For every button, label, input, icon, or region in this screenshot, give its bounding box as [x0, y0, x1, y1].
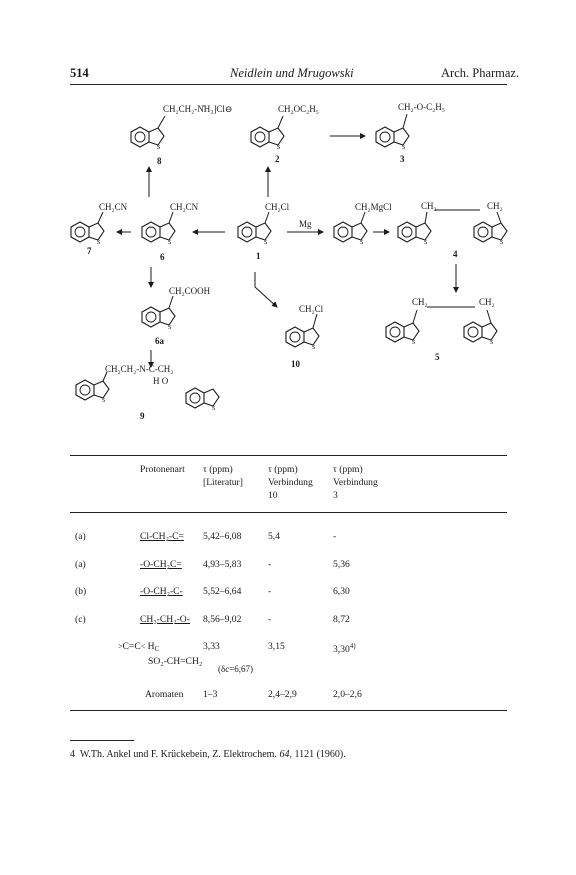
label-6a: 6a — [155, 336, 164, 346]
structure-6a — [142, 307, 175, 331]
table-header-rule — [70, 512, 507, 513]
structure-9b — [186, 388, 219, 412]
structure-3 — [376, 127, 409, 151]
header-v10-line3: 10 — [268, 490, 278, 501]
reaction-scheme — [55, 92, 525, 437]
sub-2: CH₂OC₂H₅ — [278, 104, 319, 114]
label-5: 5 — [435, 352, 440, 362]
header-v3-line2: Verbindung — [333, 477, 378, 488]
row-4-v10: - — [268, 614, 272, 625]
row-1-lit: 5,42–6,08 — [203, 531, 242, 542]
label-1: 1 — [256, 251, 261, 261]
row-3-label: (b) — [75, 586, 87, 597]
row-1-group: Cl-CH₂-C= — [140, 531, 184, 542]
aromaten-lit: 1–3 — [203, 689, 218, 700]
journal-name: Arch. Pharmaz. — [441, 66, 520, 80]
page-number: 514 — [70, 66, 89, 80]
structure-grignard — [334, 222, 367, 246]
sub-4-right: CH₂ — [487, 201, 503, 211]
row-1-label: (a) — [75, 531, 86, 542]
sub-9b: H O — [153, 376, 169, 386]
label-10: 10 — [291, 359, 300, 369]
label-7: 7 — [87, 246, 92, 256]
header-rule — [70, 84, 507, 85]
row-2-group: -O-CH₂C= — [140, 559, 182, 570]
header-literatur-line2: [Literatur] — [203, 477, 243, 488]
label-2: 2 — [275, 154, 280, 164]
label-3: 3 — [400, 154, 405, 164]
aromaten-v10: 2,4–2,9 — [268, 689, 297, 700]
row-3-v10: - — [268, 586, 272, 597]
structure-7 — [71, 222, 104, 246]
row-4-lit: 8,56–9,02 — [203, 614, 242, 625]
sub-9: CH₂CH₂-N-C-CH₂ — [105, 364, 174, 374]
row-4-v3: 8,72 — [333, 614, 350, 625]
vinyl-v10: 3,15 — [268, 641, 285, 652]
footnote-text: W.Th. Ankel und F. Krückebein, Z. Elektrochem. — [79, 749, 277, 760]
table-bottom-rule — [70, 710, 507, 711]
header-verbindung-3 — [333, 463, 378, 502]
vinyl-v3-value: 3,30 — [333, 644, 350, 655]
sub-1: CH₂Cl — [265, 202, 290, 212]
row-2-lit: 4,93–5,83 — [203, 559, 242, 570]
structure-8 — [131, 127, 164, 151]
row-3-group: -O-CH₂-C- — [140, 586, 183, 597]
sub-7: CH₂CN — [99, 202, 128, 212]
vinyl-cc: C=C — [122, 641, 141, 652]
vinyl-group-top: $>C=C< H_C$ — [118, 641, 160, 653]
structure-1 — [238, 222, 271, 246]
sub-5-right: CH₂ — [479, 297, 495, 307]
structure-9a — [76, 380, 109, 404]
reagent-mg: Mg — [299, 219, 312, 229]
vinyl-h: H — [147, 641, 155, 652]
header-v10-line1: τ (ppm) — [268, 464, 298, 475]
structure-4b — [474, 222, 507, 246]
header-v3-line3: 3 — [333, 490, 338, 501]
footnote-pages: 1121 (1960). — [294, 749, 346, 760]
structure-5a — [386, 322, 419, 346]
label-8: 8 — [157, 156, 162, 166]
structure-4a — [398, 222, 431, 246]
row-2-label: (a) — [75, 559, 86, 570]
table-top-rule — [70, 455, 507, 456]
structure-5b — [464, 322, 497, 346]
row-3-v3: 6,30 — [333, 586, 350, 597]
structure-6 — [142, 222, 175, 246]
sub-5-left: CH₂ — [412, 297, 428, 307]
header-literatur — [203, 463, 243, 489]
vinyl-h-sub: C — [154, 645, 160, 653]
label-6: 6 — [160, 252, 165, 262]
sub-6: CH₂CN — [170, 202, 199, 212]
footnote-number: 4 — [70, 749, 75, 760]
sub-3: CH₂-O-C₂H₅ — [398, 102, 445, 112]
sub-8: CH₂CH₂-N̊H₃]Cl⊖ — [163, 104, 233, 114]
sub-grignard: CH₂MgCl — [355, 202, 392, 212]
vinyl-v3-footnote-ref: 4) — [349, 642, 356, 650]
structure-10 — [286, 327, 319, 351]
header-v3-line1: τ (ppm) — [333, 464, 363, 475]
scheme-drawing: S CH₂CH₂-N̊H₃]Cl⊖ 8 CH₂OC₂H₅ 2 CH₂-O-C₂H₅ 3 CH₂CN 7 CH₂CN 6 CH₂Cl 1 Mg CH₂MgCl CH₂ CH₂ 4 CH₂COOH 6a CH₂CH₂-N-C-CH₂ H O 9 CH₂Cl 10 CH₂ CH₂ 5 — [55, 92, 525, 437]
footnote — [70, 749, 346, 760]
row-2-v3: 5,36 — [333, 559, 350, 570]
header-verbindung-10 — [268, 463, 313, 502]
row-2-v10: - — [268, 559, 272, 570]
row-1-v10: 5,4 — [268, 531, 280, 542]
footnote-rule — [70, 740, 134, 741]
sub-10: CH₂Cl — [299, 304, 324, 314]
structure-2 — [251, 127, 284, 151]
row-3-lit: 5,52–6,64 — [203, 586, 242, 597]
aromaten-v3: 2,0–2,6 — [333, 689, 362, 700]
header-literatur-line1: τ (ppm) — [203, 464, 233, 475]
label-4: 4 — [453, 249, 458, 259]
label-9: 9 — [140, 411, 145, 421]
sub-4-left: CH₂ — [421, 201, 437, 211]
vinyl-lit-note: (δc=6,67) — [218, 664, 254, 674]
aromaten-label: Aromaten — [145, 689, 184, 700]
row-4-label: (c) — [75, 614, 86, 625]
vinyl-v3 — [333, 640, 356, 656]
header-v10-line2: Verbindung — [268, 477, 313, 488]
sub-6a: CH₂COOH — [169, 286, 211, 296]
footnote-volume: 64, — [279, 749, 292, 760]
running-authors: Neidlein und Mrugowski — [230, 66, 354, 80]
header-protonenart: Protonenart — [140, 464, 185, 475]
row-4-group: CH₃-CH₂-O- — [140, 614, 190, 625]
vinyl-group-bottom: SO₂-CH=CH₂ — [148, 656, 203, 667]
row-1-v3: - — [333, 531, 337, 542]
vinyl-lit: 3,33 — [203, 641, 220, 652]
